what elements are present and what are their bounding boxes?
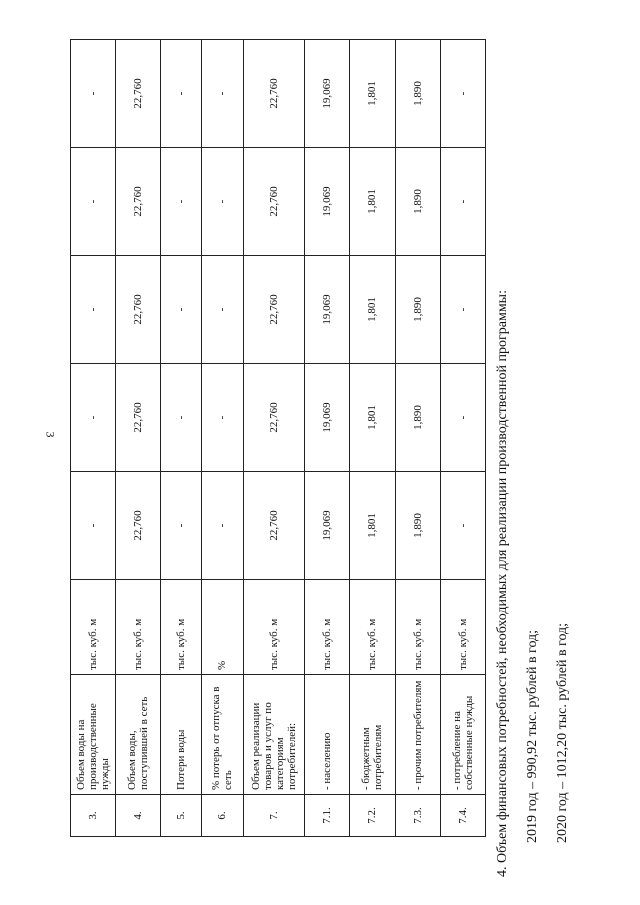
- value-cell: 22,760: [116, 472, 161, 580]
- row-number-cell: 4.: [116, 795, 161, 837]
- value-cell: 19,069: [305, 472, 350, 580]
- value-cell: -: [440, 364, 485, 472]
- table-row: [440, 40, 485, 837]
- indicator-name-cell: Объем воды, поступившей в сеть: [116, 675, 161, 795]
- table-row: [161, 40, 202, 837]
- value-cell: -: [440, 472, 485, 580]
- value-cell: -: [202, 40, 243, 148]
- value-cell: 19,069: [305, 364, 350, 472]
- value-cell: 22,760: [243, 364, 305, 472]
- value-cell: 19,069: [305, 148, 350, 256]
- table-container: [70, 40, 486, 837]
- value-cell: -: [202, 256, 243, 364]
- table-row: [202, 40, 243, 837]
- unit-cell: тыс. куб. м: [395, 580, 440, 675]
- row-number-cell: 6.: [202, 795, 243, 837]
- indicator-name-cell: Объем воды на производственные нужды: [71, 675, 116, 795]
- row-number-cell: 7.3.: [395, 795, 440, 837]
- value-cell: -: [71, 256, 116, 364]
- value-cell: 1,890: [395, 148, 440, 256]
- value-cell: 22,760: [116, 256, 161, 364]
- value-cell: 1,801: [350, 256, 395, 364]
- value-cell: -: [440, 256, 485, 364]
- finance-line-2019: 2019 год – 990,92 тыс. рублей в год;: [525, 629, 540, 843]
- value-cell: -: [161, 148, 202, 256]
- value-cell: 22,760: [243, 40, 305, 148]
- table-row: [116, 40, 161, 837]
- value-cell: -: [440, 148, 485, 256]
- unit-cell: тыс. куб. м: [440, 580, 485, 675]
- value-cell: 1,890: [395, 364, 440, 472]
- value-cell: -: [202, 148, 243, 256]
- value-cell: 1,890: [395, 256, 440, 364]
- table-row: [395, 40, 440, 837]
- value-cell: -: [71, 148, 116, 256]
- indicator-name-cell: - населению: [305, 675, 350, 795]
- unit-cell: тыс. куб. м: [305, 580, 350, 675]
- value-cell: -: [202, 364, 243, 472]
- value-cell: -: [71, 472, 116, 580]
- value-cell: 22,760: [243, 148, 305, 256]
- program-indicators-table: [70, 39, 486, 837]
- section-title: 4. Объем финансовых потребностей, необходимых для реализации производственной программы:: [495, 290, 510, 877]
- unit-cell: тыс. куб. м: [350, 580, 395, 675]
- value-cell: 1,890: [395, 40, 440, 148]
- value-cell: -: [161, 472, 202, 580]
- section-container: [488, 40, 598, 885]
- indicator-name-cell: Потери воды: [161, 675, 202, 795]
- row-number-cell: 7.2.: [350, 795, 395, 837]
- row-number-cell: 3.: [71, 795, 116, 837]
- indicator-name-cell: Объем реализации товаров и услуг по категориям потребителей:: [243, 675, 305, 795]
- value-cell: 1,801: [350, 148, 395, 256]
- value-cell: 22,760: [116, 364, 161, 472]
- table-row: [305, 40, 350, 837]
- value-cell: -: [202, 472, 243, 580]
- value-cell: -: [71, 40, 116, 148]
- value-cell: 1,801: [350, 40, 395, 148]
- value-cell: -: [161, 256, 202, 364]
- indicator-name-cell: - бюджетным потребителям: [350, 675, 395, 795]
- unit-cell: тыс. куб. м: [161, 580, 202, 675]
- value-cell: -: [161, 40, 202, 148]
- value-cell: 22,760: [116, 148, 161, 256]
- row-number-cell: 7.: [243, 795, 305, 837]
- unit-cell: тыс. куб. м: [243, 580, 305, 675]
- value-cell: 1,801: [350, 472, 395, 580]
- finance-line-2020: 2020 год – 1012,20 тыс. рублей в год;: [555, 622, 570, 843]
- row-number-cell: 7.4.: [440, 795, 485, 837]
- row-number-cell: 5.: [161, 795, 202, 837]
- value-cell: 22,760: [116, 40, 161, 148]
- table-row: [71, 40, 116, 837]
- table-row: [350, 40, 395, 837]
- unit-cell: тыс. куб. м: [116, 580, 161, 675]
- value-cell: 1,801: [350, 364, 395, 472]
- table-row: [243, 40, 305, 837]
- indicator-name-cell: - прочим потребителям: [395, 675, 440, 795]
- page-number: 3: [43, 431, 58, 438]
- unit-cell: тыс. куб. м: [71, 580, 116, 675]
- value-cell: -: [71, 364, 116, 472]
- value-cell: 22,760: [243, 472, 305, 580]
- indicator-name-cell: - потребление на собственные нужды: [440, 675, 485, 795]
- unit-cell: %: [202, 580, 243, 675]
- value-cell: 1,890: [395, 472, 440, 580]
- value-cell: 19,069: [305, 256, 350, 364]
- value-cell: -: [440, 40, 485, 148]
- value-cell: 19,069: [305, 40, 350, 148]
- value-cell: 22,760: [243, 256, 305, 364]
- row-number-cell: 7.1.: [305, 795, 350, 837]
- indicator-name-cell: % потерь от отпуска в сеть: [202, 675, 243, 795]
- value-cell: -: [161, 364, 202, 472]
